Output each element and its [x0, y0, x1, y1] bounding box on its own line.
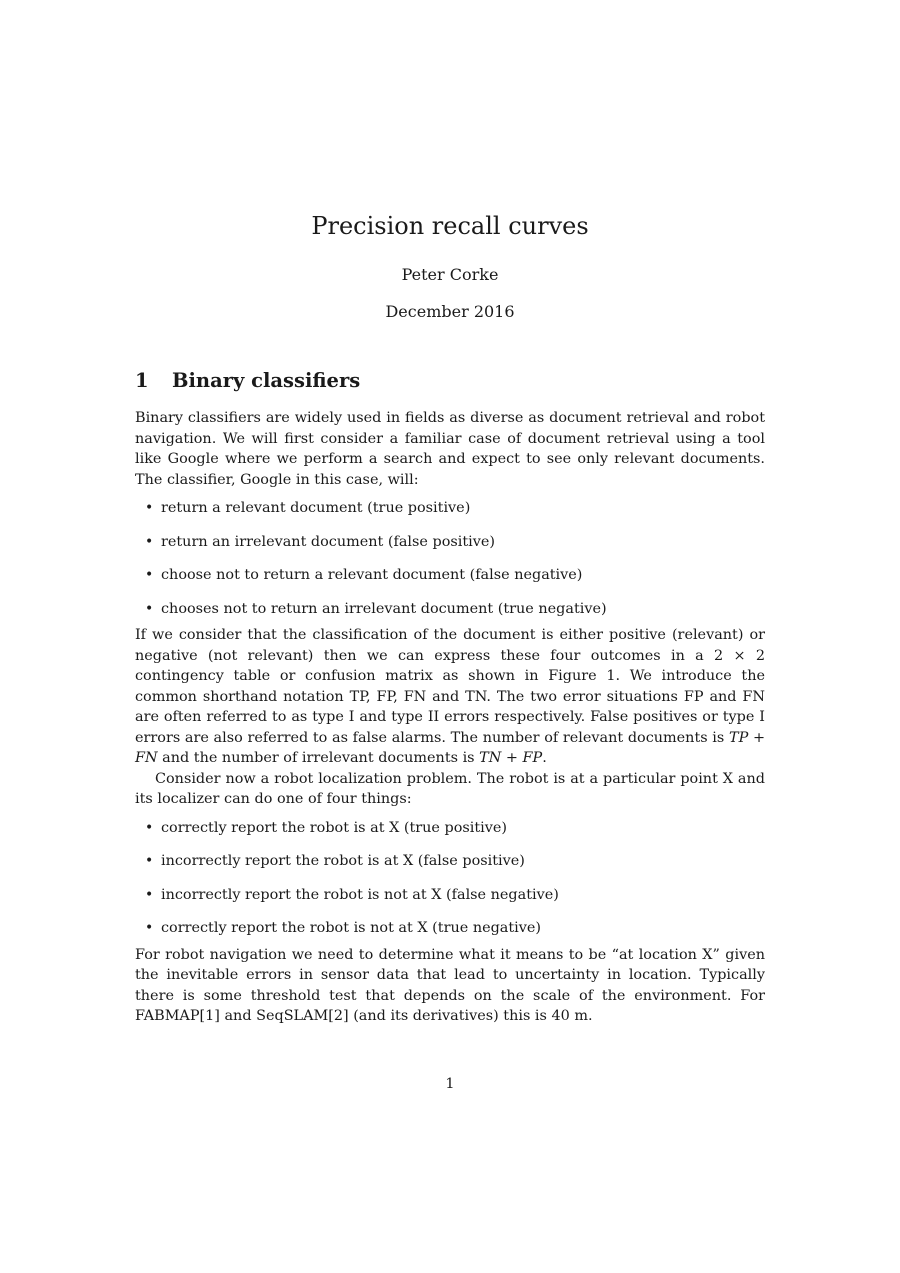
bullet-icon: • — [145, 533, 154, 550]
list-item — [145, 885, 765, 906]
paragraph-intro: Binary classifiers are widely used in fields as diverse as document retrieval and robot navigation. We will first consider a familiar case of document retrieval using a tool like Google where we perform a search and expect to see only relevant documents. The classifier, Google in this case, will: — [135, 410, 765, 488]
section-heading — [135, 367, 765, 395]
paragraph-navigation: For robot navigation we need to determine what it means to be “at location X” given the inevitable errors in sensor data that lead to uncertainty in location. Typically there is some threshold test that depends on the scale of the environment. For FABMAP[1] and SeqSLAM[2] (and its derivatives) this is 40 m. — [135, 946, 765, 1024]
list-item-text: correctly report the robot is at X (true positive) — [161, 819, 508, 836]
bullet-icon: • — [145, 819, 154, 836]
list-item-text: choose not to return a relevant document (false negative) — [161, 567, 583, 583]
list-item — [145, 851, 765, 872]
bullet-icon: • — [145, 886, 154, 903]
list-item-text: chooses not to return an irrelevant document (true negative) — [161, 600, 607, 617]
section-title: Binary classifiers — [172, 369, 361, 392]
document-author: Peter Corke — [401, 265, 499, 284]
list-item-text: return an irrelevant document (false positive) — [161, 533, 496, 550]
bullet-icon: • — [145, 600, 154, 617]
document-title: Precision recall curves — [311, 212, 589, 240]
bullet-icon: • — [145, 500, 154, 516]
page-number: 1 — [445, 1076, 455, 1092]
list-item-text: incorrectly report the robot is not at X (false negative) — [161, 886, 559, 903]
document-date: December 2016 — [385, 302, 515, 321]
bullet-list-document-outcomes — [135, 498, 765, 619]
bullet-list-robot-outcomes — [135, 818, 765, 939]
list-item-text: correctly report the robot is not at X (true negative) — [161, 920, 542, 936]
list-item — [145, 498, 765, 519]
list-item-text: incorrectly report the robot is at X (false positive) — [161, 853, 525, 869]
paragraph-text: If we consider that the classification of the document is either positive (relevant) or negative (not relevant) then we can express these four outcomes in a 2 × 2 contingency table or confusion matrix as shown in Figure 1. We introduce the common shorthand notation TP, FP, FN and TN. The two error situations FP and FN are often referred to as type I and type II errors respectively. False positives or type I errors are also referred to as false alarms. The number of relevant documents is — [135, 627, 765, 746]
paragraph-contingency — [135, 625, 765, 769]
list-item-text: return a relevant document (true positive) — [161, 500, 471, 516]
section-number: 1 — [135, 369, 149, 392]
list-item — [145, 918, 765, 939]
list-item — [145, 532, 765, 553]
math-irrelevant-count: TN + FP — [479, 750, 543, 766]
paragraph-robot-localization: Consider now a robot localization problem. The robot is at a particular point X and its localizer can do one of four things: — [135, 770, 765, 807]
section-body — [135, 408, 765, 1027]
math-relevant-count: TP + FN — [135, 729, 766, 766]
list-item — [145, 599, 765, 620]
bullet-icon: • — [145, 567, 154, 583]
paragraph-text: . — [542, 750, 547, 766]
document-page — [135, 0, 765, 1273]
bullet-icon: • — [145, 853, 154, 869]
bullet-icon: • — [145, 920, 154, 936]
list-item — [145, 565, 765, 586]
list-item — [145, 818, 765, 839]
paragraph-text: and the number of irrelevant documents is — [157, 750, 480, 766]
